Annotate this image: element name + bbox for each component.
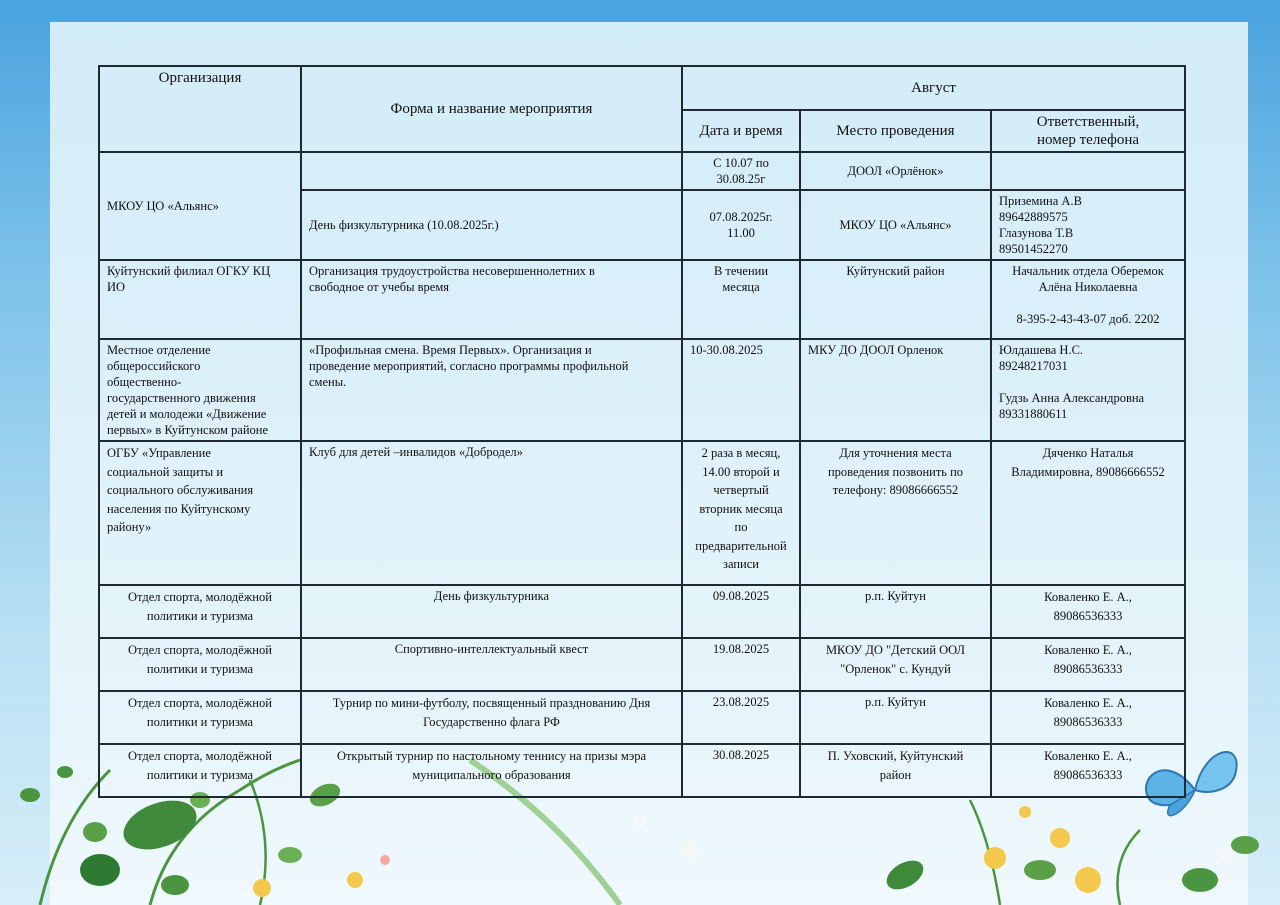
- cell-datetime: 23.08.2025: [682, 691, 800, 744]
- cell-event: Спортивно-интеллектуальный квест: [301, 638, 682, 691]
- cell-organization: Куйтунский филиал ОГКУ КЦ ИО: [99, 260, 301, 339]
- cell-event: День физкультурника (10.08.2025г.): [301, 190, 682, 260]
- cell-responsible: Начальник отдела Оберемок Алёна Николаевна 8-395-2-43-43-07 доб. 2202: [991, 260, 1185, 339]
- header-responsible: Ответственный, номер телефона: [991, 110, 1185, 152]
- cell-place: МКУ ДО ДООЛ Орленок: [800, 339, 991, 441]
- cell-place: р.п. Куйтун: [800, 691, 991, 744]
- cell-place: Куйтунский район: [800, 260, 991, 339]
- cell-organization: Местное отделение общероссийского общественно- государственного движения детей и молодежи «Движение первых» в Куйтунском районе: [99, 339, 301, 441]
- table-row: [99, 638, 1185, 691]
- cell-event: [301, 152, 682, 190]
- cell-responsible: [991, 152, 1185, 190]
- header-place: Место проведения: [800, 110, 991, 152]
- cell-event: День физкультурника: [301, 585, 682, 638]
- cell-organization: ОГБУ «Управление социальной защиты и социального обслуживания населения по Куйтунскому району»: [99, 441, 301, 585]
- event-schedule-table: [98, 65, 1186, 798]
- cell-organization: Отдел спорта, молодёжной политики и туризма: [99, 638, 301, 691]
- table-row: [99, 260, 1185, 339]
- cell-event: Открытый турнир по настольному теннису на призы мэра муниципального образования: [301, 744, 682, 797]
- header-event: Форма и название мероприятия: [301, 66, 682, 152]
- cell-place: Для уточнения места проведения позвонить по телефону: 89086666552: [800, 441, 991, 585]
- header-month: Август: [682, 66, 1185, 110]
- cell-organization: Отдел спорта, молодёжной политики и туризма: [99, 691, 301, 744]
- cell-organization: Отдел спорта, молодёжной политики и туризма: [99, 585, 301, 638]
- table-row: [99, 441, 1185, 585]
- cell-datetime: В течении месяца: [682, 260, 800, 339]
- table-row: [99, 744, 1185, 797]
- cell-datetime: 10-30.08.2025: [682, 339, 800, 441]
- table-row: [99, 152, 1185, 190]
- cell-responsible: Коваленко Е. А., 89086536333: [991, 744, 1185, 797]
- cell-event: «Профильная смена. Время Первых». Организация и проведение мероприятий, согласно программы профильной смены.: [301, 339, 682, 441]
- cell-place: МКОУ ЦО «Альянс»: [800, 190, 991, 260]
- cell-event: Турнир по мини-футболу, посвященный празднованию Дня Государственно флага РФ: [301, 691, 682, 744]
- cell-place: ДООЛ «Орлёнок»: [800, 152, 991, 190]
- cell-datetime: 07.08.2025г. 11.00: [682, 190, 800, 260]
- cell-datetime: 30.08.2025: [682, 744, 800, 797]
- cell-place: р.п. Куйтун: [800, 585, 991, 638]
- cell-responsible: Приземина А.В 89642889575 Глазунова Т.В 89501452270: [991, 190, 1185, 260]
- cell-organization: Отдел спорта, молодёжной политики и туризма: [99, 744, 301, 797]
- cell-responsible: Дяченко Наталья Владимировна, 89086666552: [991, 441, 1185, 585]
- table-row: [99, 339, 1185, 441]
- cell-responsible: Коваленко Е. А., 89086536333: [991, 691, 1185, 744]
- cell-responsible: Коваленко Е. А., 89086536333: [991, 585, 1185, 638]
- header-datetime: Дата и время: [682, 110, 800, 152]
- cell-datetime: 09.08.2025: [682, 585, 800, 638]
- cell-datetime: С 10.07 по 30.08.25г: [682, 152, 800, 190]
- cell-place: П. Уховский, Куйтунский район: [800, 744, 991, 797]
- cell-responsible: Юлдашева Н.С. 89248217031 Гудзь Анна Александровна 89331880611: [991, 339, 1185, 441]
- cell-place: МКОУ ДО "Детский ООЛ "Орленок" с. Кундуй: [800, 638, 991, 691]
- table-row: [99, 691, 1185, 744]
- table-row: [99, 585, 1185, 638]
- cell-datetime: 19.08.2025: [682, 638, 800, 691]
- cell-datetime: 2 раза в месяц, 14.00 второй и четвертый вторник месяца по предварительной записи: [682, 441, 800, 585]
- cell-organization: МКОУ ЦО «Альянс»: [99, 152, 301, 260]
- cell-event: Клуб для детей –инвалидов «Добродел»: [301, 441, 682, 585]
- header-organization: Организация: [99, 66, 301, 152]
- cell-responsible: Коваленко Е. А., 89086536333: [991, 638, 1185, 691]
- cell-event: Организация трудоустройства несовершеннолетних в свободное от учебы время: [301, 260, 682, 339]
